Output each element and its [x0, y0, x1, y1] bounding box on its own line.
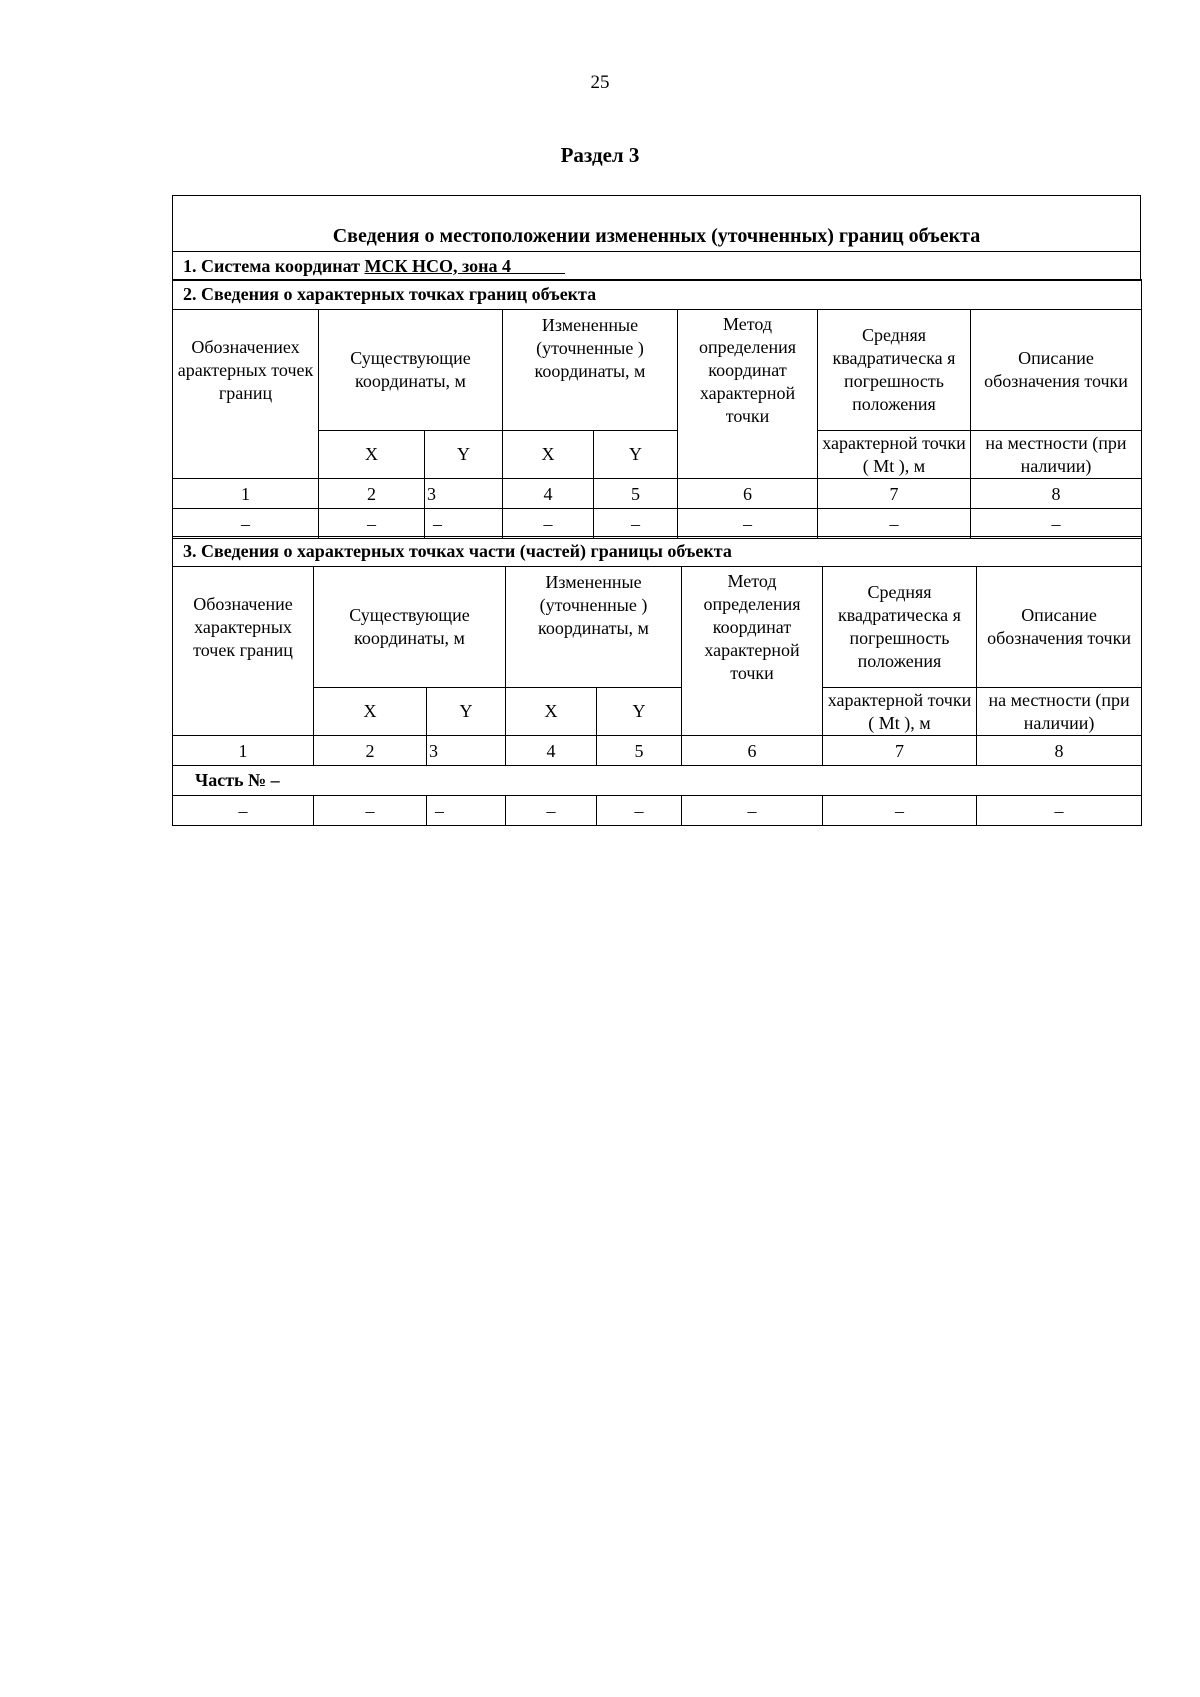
- table-row: [173, 796, 1142, 826]
- header-error-bottom: характерной точки ( Mt ), м: [823, 688, 977, 736]
- header-changed-x: X: [506, 688, 597, 736]
- header-existing-y: Y: [425, 431, 503, 479]
- column-number: 3: [427, 736, 506, 766]
- section3-title: 3. Сведения о характерных точках части (частей) границы объекта: [173, 537, 1142, 567]
- header-error-bottom: характерной точки ( Mt ), м: [818, 431, 971, 479]
- table-cell: –: [173, 796, 314, 826]
- section2-table: [172, 279, 1142, 539]
- column-number: 5: [594, 479, 678, 509]
- table-row: [173, 509, 1142, 539]
- column-number: 6: [678, 479, 818, 509]
- column-number: 8: [971, 479, 1142, 509]
- table-cell: –: [503, 509, 594, 539]
- title-block: [172, 195, 1141, 281]
- header-changed-coords: Измененные (уточненные ) координаты, м: [506, 567, 682, 688]
- column-number: 4: [506, 736, 597, 766]
- column-number: 6: [682, 736, 823, 766]
- header-method: Метод определения координат характерной точки: [678, 310, 818, 479]
- column-number: 7: [818, 479, 971, 509]
- header-point-designation: Обозначениех арактерных точек границ: [173, 310, 319, 479]
- header-existing-coords: Существующие координаты, м: [314, 567, 506, 688]
- header-changed-y: Y: [594, 431, 678, 479]
- coord-system: [173, 252, 1141, 281]
- header-existing-coords: Существующие координаты, м: [319, 310, 503, 431]
- page-number: 25: [590, 72, 610, 93]
- table-cell: –: [319, 509, 425, 539]
- table-cell: –: [506, 796, 597, 826]
- column-number: 4: [503, 479, 594, 509]
- column-number: 8: [977, 736, 1142, 766]
- coord-system-value: МСК НСО, зона 4: [364, 255, 512, 276]
- table-cell: –: [678, 509, 818, 539]
- coord-system-label: 1. Система координат: [183, 255, 365, 276]
- table-cell: –: [597, 796, 682, 826]
- column-number: 7: [823, 736, 977, 766]
- header-existing-x: X: [319, 431, 425, 479]
- header-description-top: Описание обозначения точки: [971, 310, 1142, 431]
- column-number: 2: [314, 736, 427, 766]
- column-number-row: [173, 479, 1142, 509]
- section2-title: 2. Сведения о характерных точках границ объекта: [173, 280, 1142, 310]
- header-description-bottom: на местности (при наличии): [977, 688, 1142, 736]
- column-number-row: [173, 736, 1142, 766]
- section3-table: [172, 536, 1142, 826]
- column-number: 5: [597, 736, 682, 766]
- table-cell: –: [977, 796, 1142, 826]
- header-description-top: Описание обозначения точки: [977, 567, 1142, 688]
- table-cell: –: [818, 509, 971, 539]
- column-number: 2: [319, 479, 425, 509]
- header-existing-x: X: [314, 688, 427, 736]
- table-cell: –: [823, 796, 977, 826]
- header-point-designation: Обозначение характерных точек границ: [173, 567, 314, 736]
- header-changed-y: Y: [597, 688, 682, 736]
- table-cell: –: [594, 509, 678, 539]
- section-title: Раздел 3: [560, 143, 640, 167]
- table-cell: –: [682, 796, 823, 826]
- table-cell: –: [427, 796, 506, 826]
- table-cell: –: [314, 796, 427, 826]
- header-existing-y: Y: [427, 688, 506, 736]
- table-cell: –: [971, 509, 1142, 539]
- table-cell: –: [425, 509, 503, 539]
- header-changed-x: X: [503, 431, 594, 479]
- part-label: Часть № –: [173, 766, 1142, 796]
- table-cell: –: [173, 509, 319, 539]
- header-changed-coords: Измененные (уточненные ) координаты, м: [503, 310, 678, 431]
- header-method: Метод определения координат характерной точки: [682, 567, 823, 736]
- column-number: 1: [173, 479, 319, 509]
- column-number: 3: [425, 479, 503, 509]
- header-error-top: Средняя квадратическа я погрешность положения: [823, 567, 977, 688]
- main-title: Сведения о местоположении измененных (уточненных) границ объекта: [173, 196, 1141, 252]
- header-error-top: Средняя квадратическа я погрешность положения: [818, 310, 971, 431]
- column-number: 1: [173, 736, 314, 766]
- header-description-bottom: на местности (при наличии): [971, 431, 1142, 479]
